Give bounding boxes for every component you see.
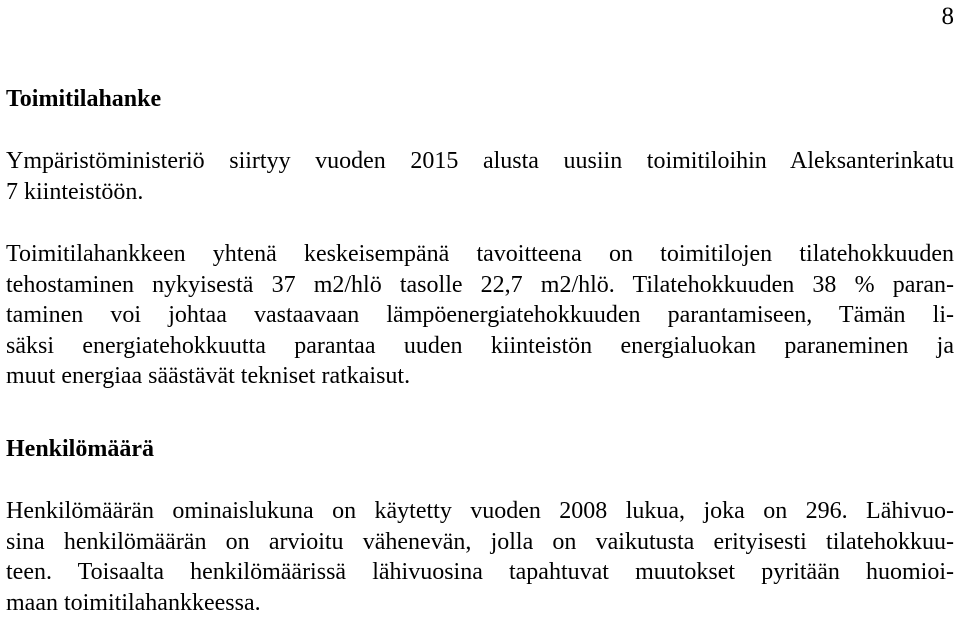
paragraph-line: 7 kiinteistöön. xyxy=(6,177,954,208)
paragraph-line: säksi energiatehokkuutta parantaa uuden kiinteistön energialuokan paraneminen ja xyxy=(6,331,954,362)
paragraph-line: Ympäristöministeriö siirtyy vuoden 2015 alusta uusiin toimitiloihin Aleksanterinkatu xyxy=(6,146,954,177)
paragraph-line: taminen voi johtaa vastaavaan lämpöenergiatehokkuuden parantamiseen, Tämän li- xyxy=(6,300,954,331)
paragraph-line: sina henkilömäärän on arvioitu vähenevän, jolla on vaikutusta erityisesti tilatehokkuu- xyxy=(6,527,954,558)
paragraph-line: tehostaminen nykyisestä 37 m2/hlö tasolle 22,7 m2/hlö. Tilatehokkuuden 38 % paran- xyxy=(6,270,954,301)
section-heading-toimitilahanke: Toimitilahanke xyxy=(6,84,161,114)
paragraph-line: Henkilömäärän ominaislukuna on käytetty vuoden 2008 lukua, joka on 296. Lähivuo- xyxy=(6,496,954,527)
paragraph-line: maan toimitilahankkeessa. xyxy=(6,588,954,618)
paragraph-move-announcement xyxy=(6,146,954,207)
paragraph-line: Toimitilahankkeen yhtenä keskeisempänä tavoitteena on toimitilojen tilatehokkuuden xyxy=(6,239,954,270)
section-heading-henkilomaara: Henkilömäärä xyxy=(6,434,154,464)
paragraph-space-efficiency xyxy=(6,239,954,392)
paragraph-line: teen. Toisaalta henkilömäärissä lähivuosina tapahtuvat muutokset pyritään huomioi- xyxy=(6,557,954,588)
paragraph-headcount xyxy=(6,496,954,618)
page-number: 8 xyxy=(942,2,955,32)
paragraph-line: muut energiaa säästävät tekniset ratkaisut. xyxy=(6,361,954,392)
